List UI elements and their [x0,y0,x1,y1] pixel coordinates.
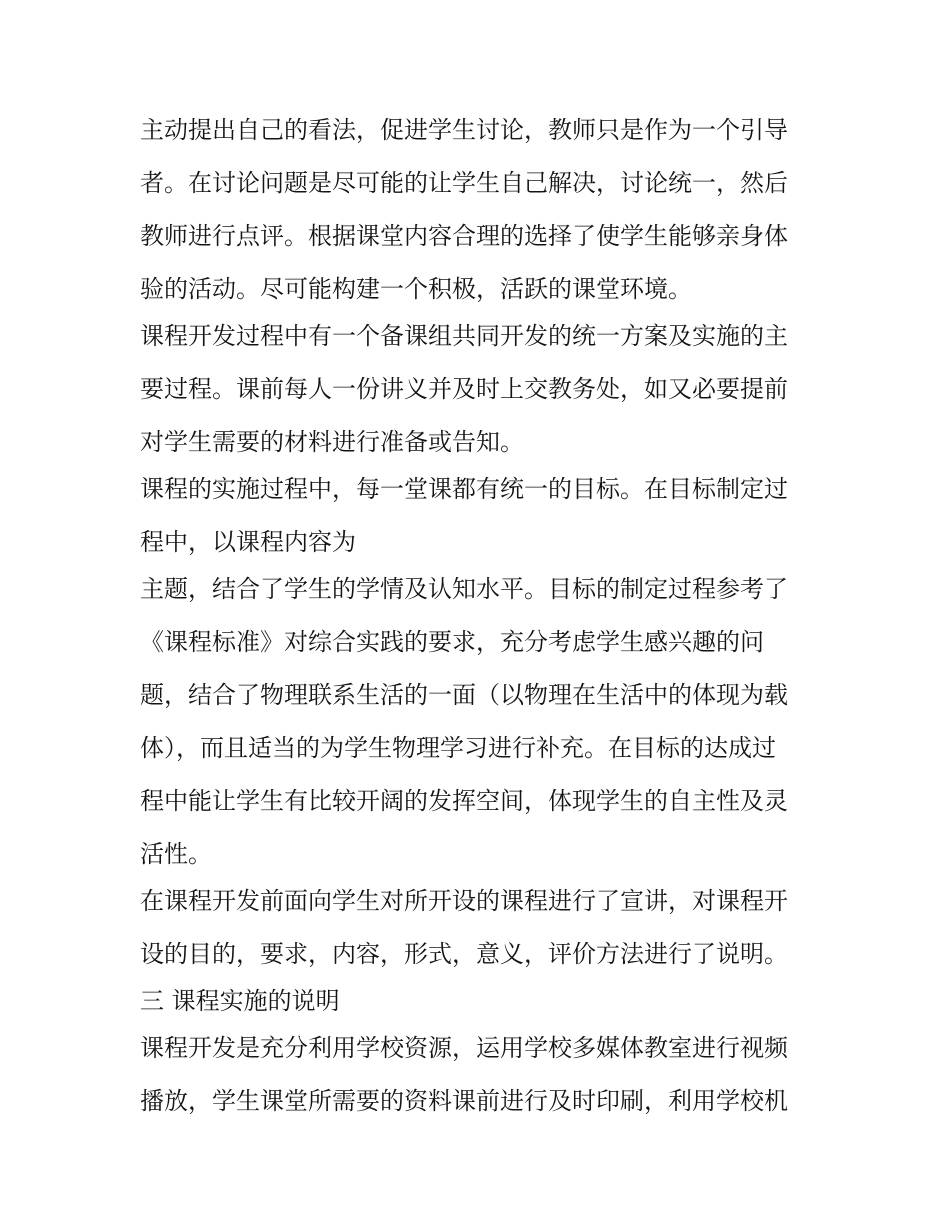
text-line-1: 主动提出自己的看法，促进学生讨论，教师只是作为一个引导 [140,116,788,144]
text-line-8: 课程的实施过程中，每一堂课都有统一的目标。在目标制定过 [140,475,788,503]
text-line-2: 者。在讨论问题是尽可能的让学生自己解决，讨论统一，然后 [140,169,788,197]
text-line-5: 课程开发过程中有一个备课组共同开发的统一方案及实施的主 [140,322,788,350]
text-line-12: 题，结合了物理联系生活的一面（以物理在生活中的体现为载 [140,681,788,709]
text-line-16: 在课程开发前面向学生对所开设的课程进行了宣讲，对课程开 [140,887,788,915]
text-line-4: 验的活动。尽可能构建一个积极，活跃的课堂环境。 [140,275,692,303]
text-line-17: 设的目的，要求，内容，形式，意义，评价方法进行了说明。 [140,940,788,968]
text-line-7: 对学生需要的材料进行准备或告知。 [140,428,524,456]
text-line-9: 程中，以课程内容为 [140,528,356,556]
text-line-19: 课程开发是充分利用学校资源，运用学校多媒体教室进行视频 [140,1034,788,1062]
section-heading: 三 课程实施的说明 [140,987,340,1015]
text-line-13: 体），而且适当的为学生物理学习进行补充。在目标的达成过 [140,734,776,762]
text-line-3: 教师进行点评。根据课堂内容合理的选择了使学生能够亲身体 [140,222,788,250]
text-line-20: 播放，学生课堂所需要的资料课前进行及时印刷，利用学校机 [140,1087,788,1115]
text-line-11: 《课程标准》对综合实践的要求，充分考虑学生感兴趣的问 [140,628,764,656]
text-line-14: 程中能让学生有比较开阔的发挥空间，体现学生的自主性及灵 [140,787,788,815]
text-line-15: 活性。 [140,840,212,868]
text-line-10: 主题，结合了学生的学情及认知水平。目标的制定过程参考了 [140,575,788,603]
text-line-6: 要过程。课前每人一份讲义并及时上交教务处，如又必要提前 [140,375,788,403]
